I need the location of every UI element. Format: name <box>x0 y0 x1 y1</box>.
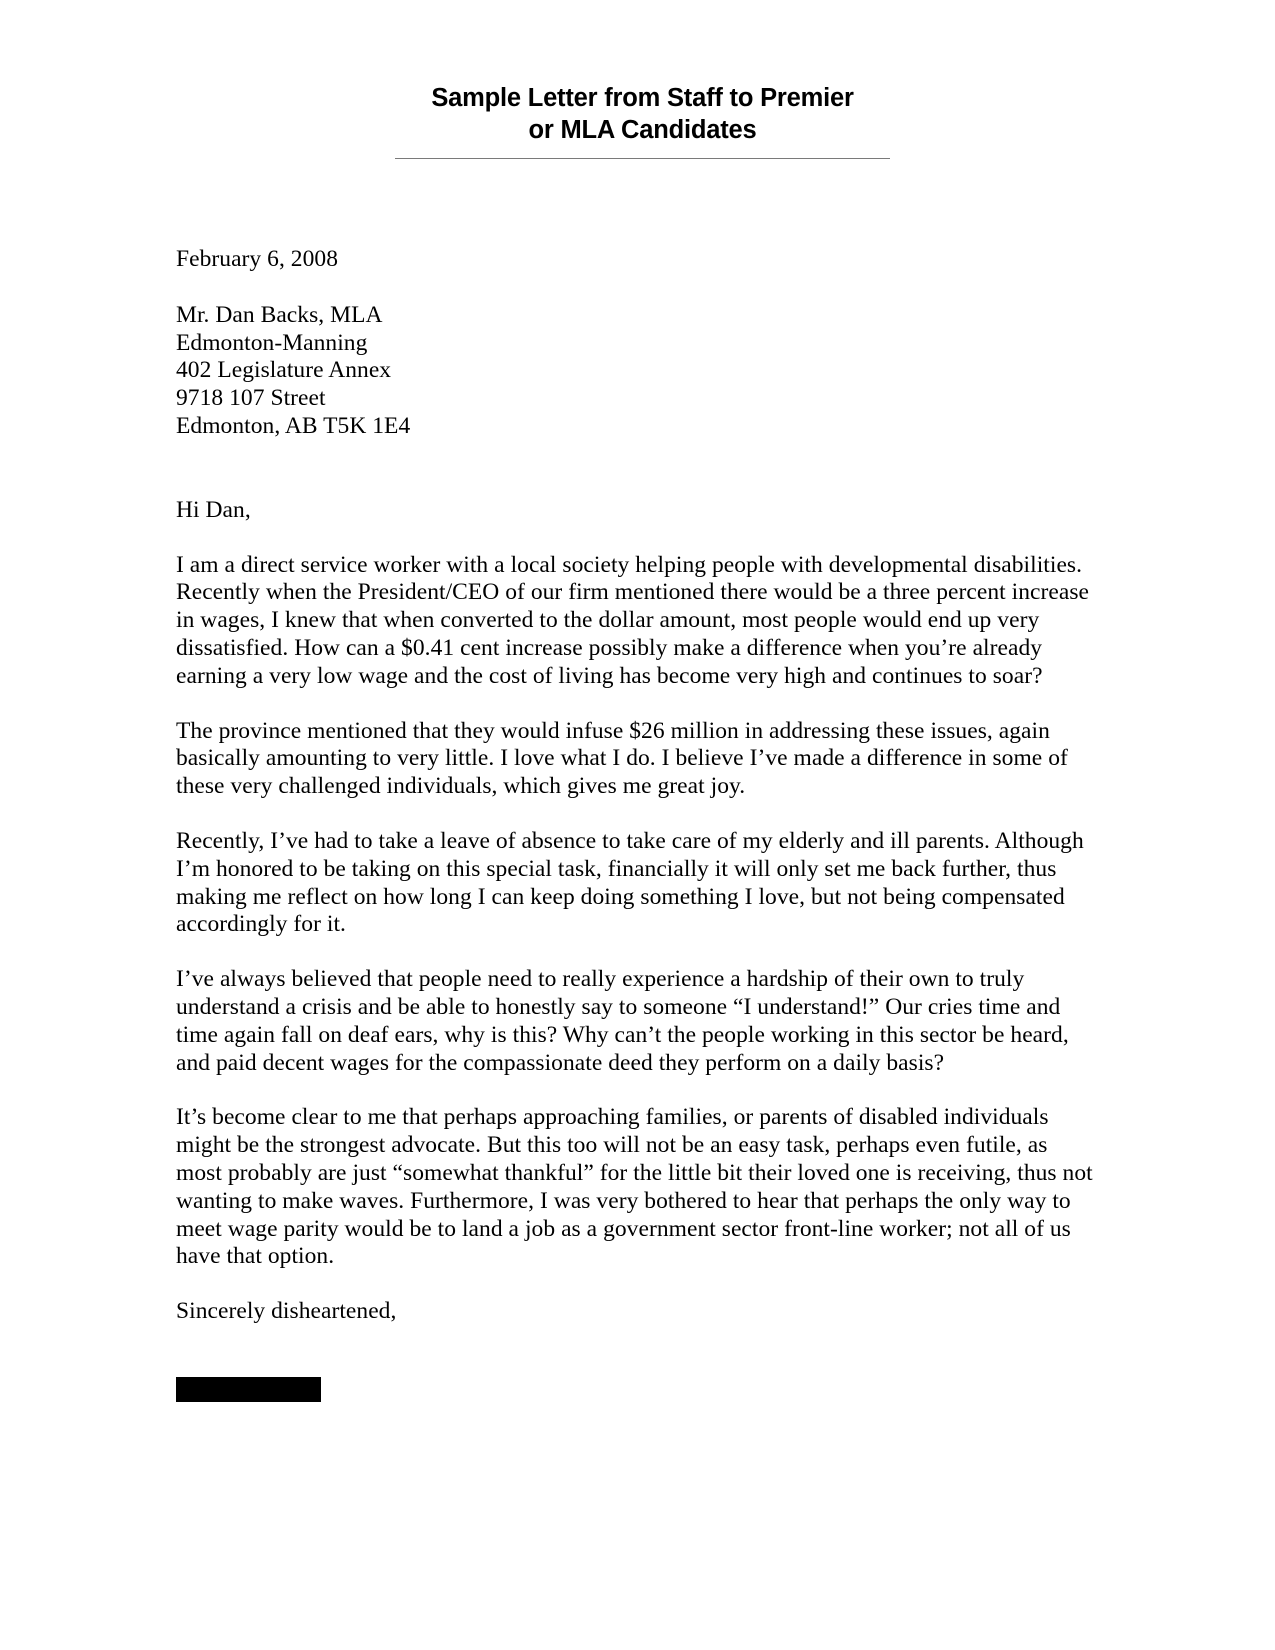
letter-date: February 6, 2008 <box>176 246 339 272</box>
letter-paragraph: I’ve always believed that people need to really experience a hardship of their own to truly understand a crisis and be able to honestly say to someone “I understand!” Our cries time and time again fall on deaf ears, why is this? Why can’t the people working in this sector be heard, and paid decent wages for the compassionate deed they perform on a daily basis? <box>176 966 1069 1076</box>
letter-paragraph: Recently, I’ve had to take a leave of absence to take care of my elderly and ill parents. Although I’m honored to be taking on this special task, financially it will only set me back further, thus making me reflect on how long I can keep doing something I love, but not being compensated accordingly for it. <box>176 827 1084 938</box>
page-title <box>395 82 890 146</box>
recipient-riding: Edmonton-Manning <box>176 329 368 356</box>
letter-paragraph: The province mentioned that they would infuse $26 million in addressing these issues, again basically amounting to very little. I love what I do. I believe I’ve made a difference in some of these very challenged individuals, which gives me great joy. <box>176 717 1068 800</box>
signature-redaction-bar <box>176 1377 321 1402</box>
recipient-address-line-3: Edmonton, AB T5K 1E4 <box>176 412 411 439</box>
recipient-name: Mr. Dan Backs, MLA <box>176 301 383 328</box>
recipient-address-block <box>176 302 1098 441</box>
title-divider <box>395 158 890 159</box>
document-header <box>395 82 890 167</box>
recipient-address-line-1: 402 Legislature Annex <box>176 357 392 384</box>
recipient-address-line-2: 9718 107 Street <box>176 385 326 412</box>
letter-closing: Sincerely disheartened, <box>176 1298 397 1325</box>
letter-body <box>176 246 1098 1326</box>
letter-salutation: Hi Dan, <box>176 496 251 523</box>
letter-paragraph: I am a direct service worker with a local society helping people with developmental disabilities. Recently when the President/CEO of our firm mentioned there would be a three percent increase in wages, I knew that when converted to the dollar amount, most people would end up very dissatisfied. How can a $0.41 cent increase possibly make a difference when you’re already earning a very low wage and the cost of living has become very high and continues to soar? <box>176 551 1089 689</box>
page-title-line-2: or MLA Candidates <box>528 116 757 144</box>
page-title-line-1: Sample Letter from Staff to Premier <box>431 84 854 112</box>
letter-paragraph: It’s become clear to me that perhaps approaching families, or parents of disabled individuals might be the strongest advocate. But this too will not be an easy task, perhaps even futile, as most probably are just “somewhat thankful” for the little bit their loved one is receiving, thus not wanting to make waves. Furthermore, I was very bothered to hear that perhaps the only way to meet wage parity would be to land a job as a government sector front-line worker; not all of us have that option. <box>176 1104 1093 1270</box>
